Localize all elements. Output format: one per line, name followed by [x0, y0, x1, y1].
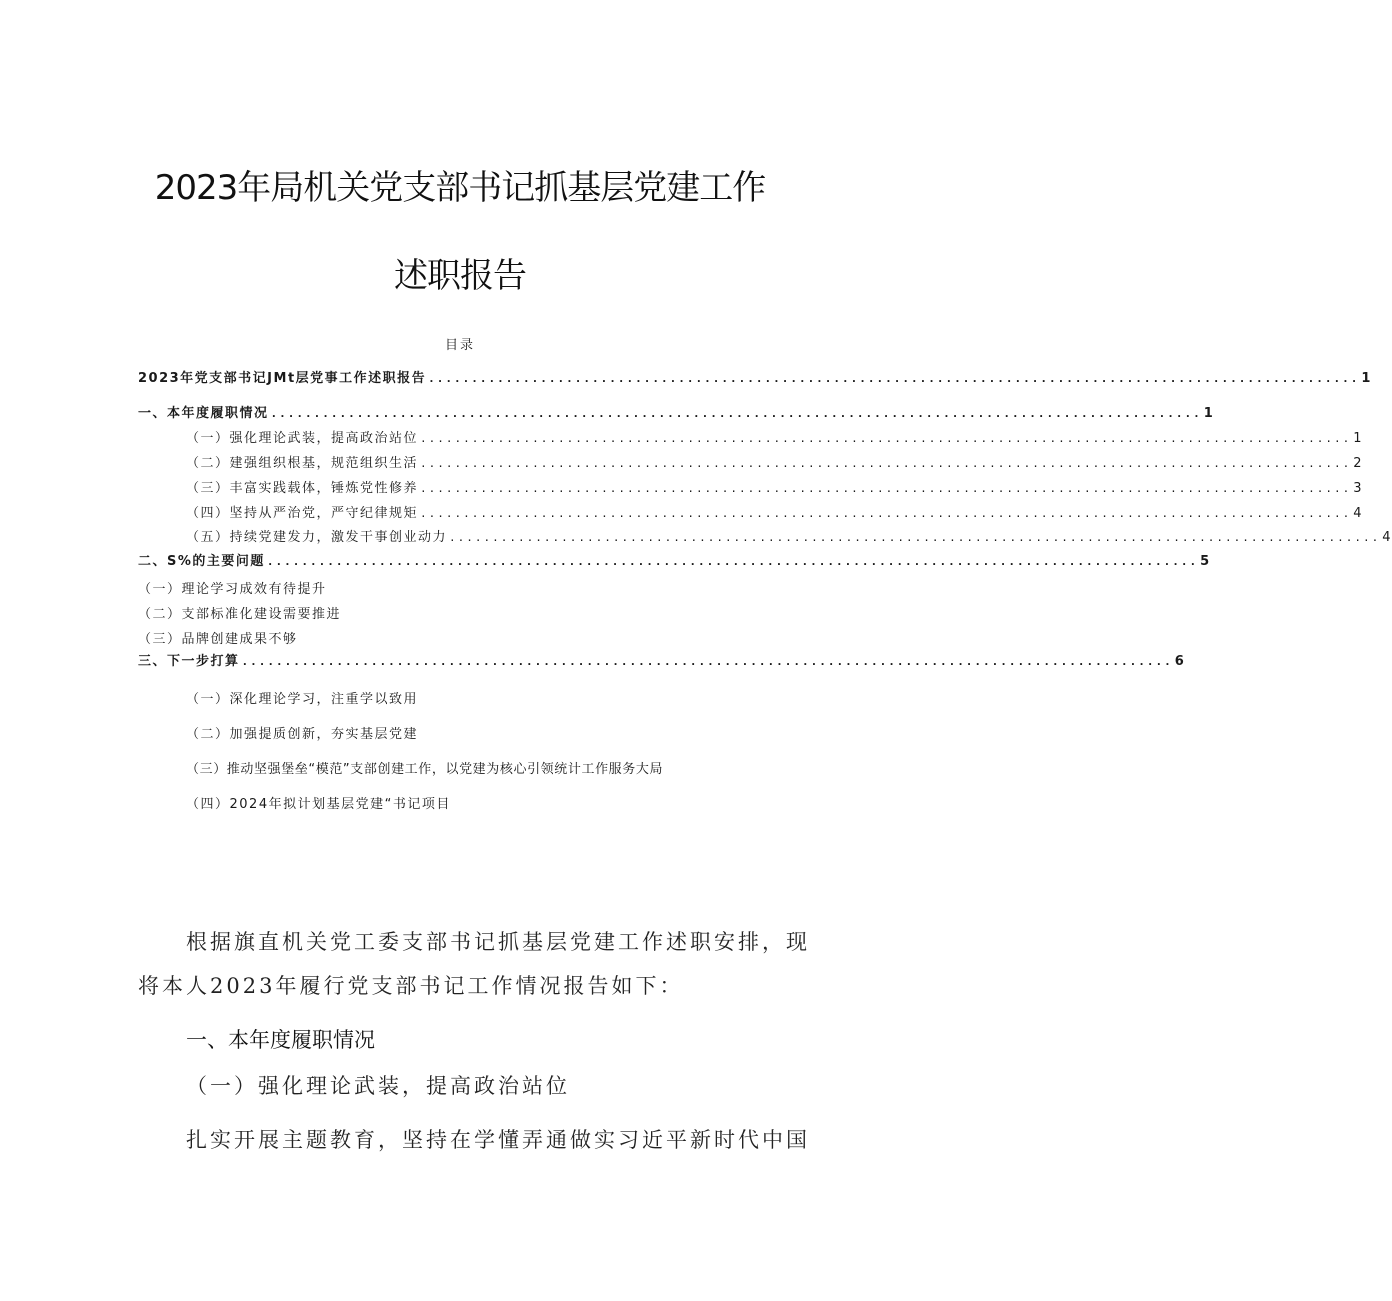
toc-entry-text: 2023年党支部书记JMt层党事工作述职报告	[138, 371, 427, 386]
body-paragraph-1-line-1: 根据旗直机关党工委支部书记抓基层党建工作述职安排，现	[186, 930, 810, 954]
toc-leader-dots: ............................................................................................................	[428, 372, 1360, 385]
toc-entry[interactable]: （三）品牌创建成果不够	[138, 632, 298, 647]
toc-entry[interactable]: （一）深化理论学习，注重学以致用	[186, 692, 419, 707]
toc-leader-dots: ............................................................................................................	[420, 482, 1352, 495]
toc-leader-dots: ............................................................................................................	[420, 457, 1352, 470]
toc-entry[interactable]	[138, 653, 1186, 671]
toc-leader-dots: ............................................................................................................	[420, 507, 1352, 520]
toc-entry-text: 三、下一步打算	[138, 654, 240, 669]
toc-entry-text: （四）坚持从严治党，严守纪律规矩	[186, 506, 419, 521]
toc-leader-dots: ............................................................................................................	[266, 555, 1199, 568]
toc-entry-text: 二、S%的主要问题	[138, 554, 265, 569]
body-paragraph-2-line-1: 扎实开展主题教育，坚持在学懂弄通做实习近平新时代中国	[186, 1128, 810, 1152]
toc-entry[interactable]	[186, 430, 1364, 448]
toc-entry-page: 3	[1353, 481, 1364, 496]
toc-entry-text: （二）建强组织根基，规范组织生活	[186, 456, 419, 471]
toc-leader-dots: ............................................................................................................	[270, 407, 1202, 420]
toc-entry[interactable]: （二）加强提质创新，夯实基层党建	[186, 727, 419, 742]
toc-entry-page: 1	[1353, 431, 1364, 446]
toc-entry-text: 一、本年度履职情况	[138, 406, 269, 421]
toc-heading: 目录	[444, 338, 475, 353]
toc-entry-page: 4	[1382, 530, 1392, 545]
toc-entry[interactable]	[186, 455, 1364, 473]
toc-entry-text: （三）丰富实践载体，锤炼党性修养	[186, 481, 419, 496]
toc-entry-page: 1	[1203, 406, 1215, 421]
body-paragraph-1-line-2: 将本人2023年履行党支部书记工作情况报告如下：	[138, 974, 684, 998]
toc-entry[interactable]: （三）推动坚强堡垒“模范”支部创建工作，以党建为核心引领统计工作服务大局	[186, 762, 664, 777]
toc-entry[interactable]: （一）理论学习成效有待提升	[138, 582, 327, 597]
toc-entry[interactable]	[186, 505, 1364, 523]
toc-leader-dots: ............................................................................................................	[420, 432, 1352, 445]
toc-entry[interactable]: （二）支部标准化建设需要推进	[138, 607, 342, 622]
subsection-heading: （一）强化理论武装，提高政治站位	[186, 1074, 570, 1098]
section-heading: 一、本年度履职情况	[186, 1028, 375, 1052]
toc-leader-dots: ............................................................................................................	[241, 655, 1173, 668]
toc-entry-page: 2	[1353, 456, 1364, 471]
document-title-line1: 2023年局机关党支部书记抓基层党建工作	[154, 168, 766, 208]
toc-entry[interactable]	[138, 370, 1372, 388]
toc-entry[interactable]	[186, 480, 1364, 498]
toc-entry-text: （一）强化理论武装，提高政治站位	[186, 431, 419, 446]
toc-entry-page: 4	[1353, 506, 1364, 521]
toc-entry[interactable]: （四）2024年拟计划基层党建“书记项目	[186, 797, 451, 812]
document-title-line2: 述职报告	[394, 256, 526, 296]
toc-entry[interactable]	[186, 529, 1392, 547]
toc-entry-page: 1	[1361, 371, 1372, 386]
toc-entry[interactable]	[138, 553, 1211, 571]
toc-entry-text: （五）持续党建发力，激发干事创业动力	[186, 530, 448, 545]
toc-entry[interactable]	[138, 405, 1215, 423]
toc-leader-dots: ............................................................................................................	[449, 531, 1381, 544]
toc-entry-page: 6	[1174, 654, 1186, 669]
toc-entry-page: 5	[1200, 554, 1211, 569]
